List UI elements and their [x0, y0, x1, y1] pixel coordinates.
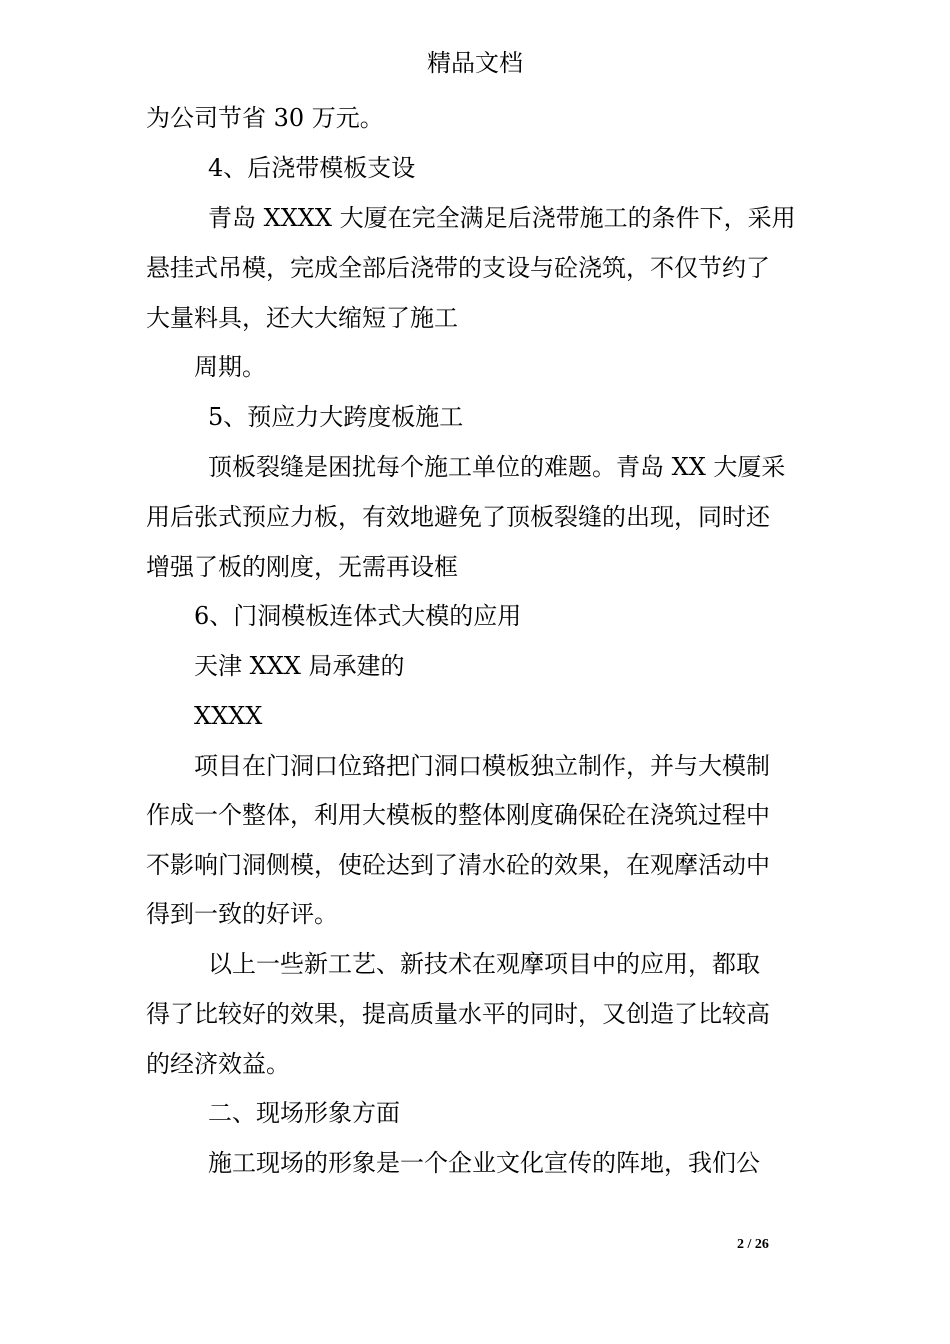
text-line: 得到一致的好评。	[146, 900, 338, 928]
text-line: 增强了板的刚度，无需再设框	[146, 553, 458, 581]
text-line: 青岛 XXXX 大厦在完全满足后浇带施工的条件下，采用	[208, 204, 796, 232]
text-line: 不影响门洞侧模，使砼达到了清水砼的效果，在观摩活动中	[146, 851, 770, 879]
text-line: 的经济效益。	[146, 1050, 290, 1078]
text-line: 作成一个整体，利用大模板的整体刚度确保砼在浇筑过程中	[146, 801, 770, 829]
text-line: XXXX	[194, 702, 263, 730]
section-heading: 4、后浇带模板支设	[208, 154, 416, 182]
text-line: 用后张式预应力板，有效地避免了顶板裂缝的出现，同时还	[146, 503, 770, 531]
text-line: 天津 XXX 局承建的	[194, 652, 405, 680]
text-line: 为公司节省 30 万元。	[146, 104, 384, 132]
section-heading: 6、门洞模板连体式大模的应用	[194, 602, 522, 630]
section-heading: 5、预应力大跨度板施工	[208, 403, 464, 431]
text-line: 得了比较好的效果，提高质量水平的同时，又创造了比较高	[146, 1000, 770, 1028]
page-number: 2 / 26	[737, 1237, 769, 1252]
text-line: 项目在门洞口位臵把门洞口模板独立制作，并与大模制	[194, 752, 770, 780]
page-header: 精品文档	[427, 49, 523, 77]
text-line: 大量料具，还大大缩短了施工	[146, 304, 458, 332]
text-line: 悬挂式吊模，完成全部后浇带的支设与砼浇筑，不仅节约了	[146, 254, 770, 282]
text-line: 施工现场的形象是一个企业文化宣传的阵地，我们公	[208, 1149, 760, 1177]
section-heading: 二、现场形象方面	[208, 1099, 400, 1127]
text-line: 以上一些新工艺、新技术在观摩项目中的应用，都取	[208, 950, 760, 978]
text-line: 周期。	[194, 353, 266, 381]
text-line: 顶板裂缝是困扰每个施工单位的难题。青岛 XX 大厦采	[208, 453, 786, 481]
